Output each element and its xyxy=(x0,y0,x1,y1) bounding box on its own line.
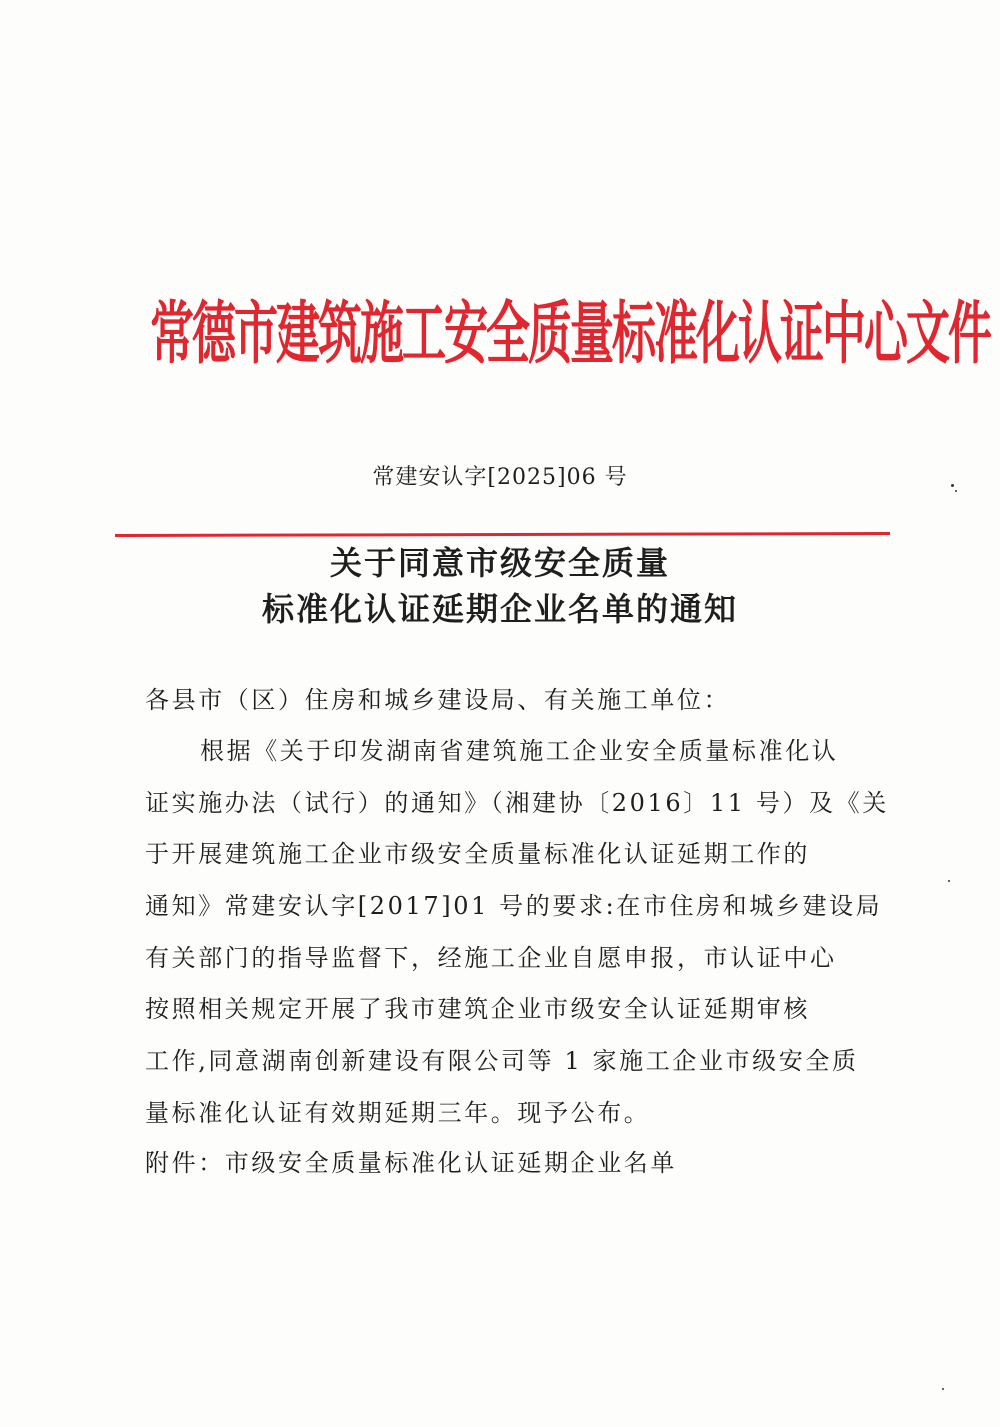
paragraph-line: 根据《关于印发湖南省建筑施工企业安全质量标准化认 xyxy=(200,737,839,765)
red-divider-line xyxy=(115,532,890,537)
paragraph-line: 按照相关规定开展了我市建筑企业市级安全认证延期审核 xyxy=(145,995,810,1023)
paragraph-line: 量标准化认证有效期延期三年。现予公布。 xyxy=(145,1099,651,1127)
paragraph-line: 有关部门的指导监督下，经施工企业自愿申报，市认证中心 xyxy=(145,944,837,972)
paragraph-line: 证实施办法（试行）的通知》（湘建协〔2016〕11 号）及《关 xyxy=(145,789,889,817)
scan-speck xyxy=(948,880,950,882)
paragraph-line: 于开展建筑施工企业市级安全质量标准化认证延期工作的 xyxy=(145,840,810,868)
document-number: 常建安认字[2025]06 号 xyxy=(372,465,628,490)
scan-speck xyxy=(951,484,954,487)
issuer-banner: 常德市建筑施工安全质量标准化认证中心文件 xyxy=(150,295,990,375)
notice-title-line-2: 标准化认证延期企业名单的通知 xyxy=(261,590,738,628)
scan-speck xyxy=(955,490,957,492)
salutation: 各县市（区）住房和城乡建设局、有关施工单位： xyxy=(145,686,731,714)
attachment-line: 附件：市级安全质量标准化认证延期企业名单 xyxy=(145,1149,677,1177)
paragraph-line: 工作,同意湖南创新建设有限公司等 1 家施工企业市级安全质 xyxy=(145,1047,859,1075)
notice-title-line-1: 关于同意市级安全质量 xyxy=(329,544,670,582)
paragraph-line: 通知》常建安认字[2017]01 号的要求:在市住房和城乡建设局 xyxy=(145,892,883,920)
scan-speck xyxy=(942,1388,944,1390)
